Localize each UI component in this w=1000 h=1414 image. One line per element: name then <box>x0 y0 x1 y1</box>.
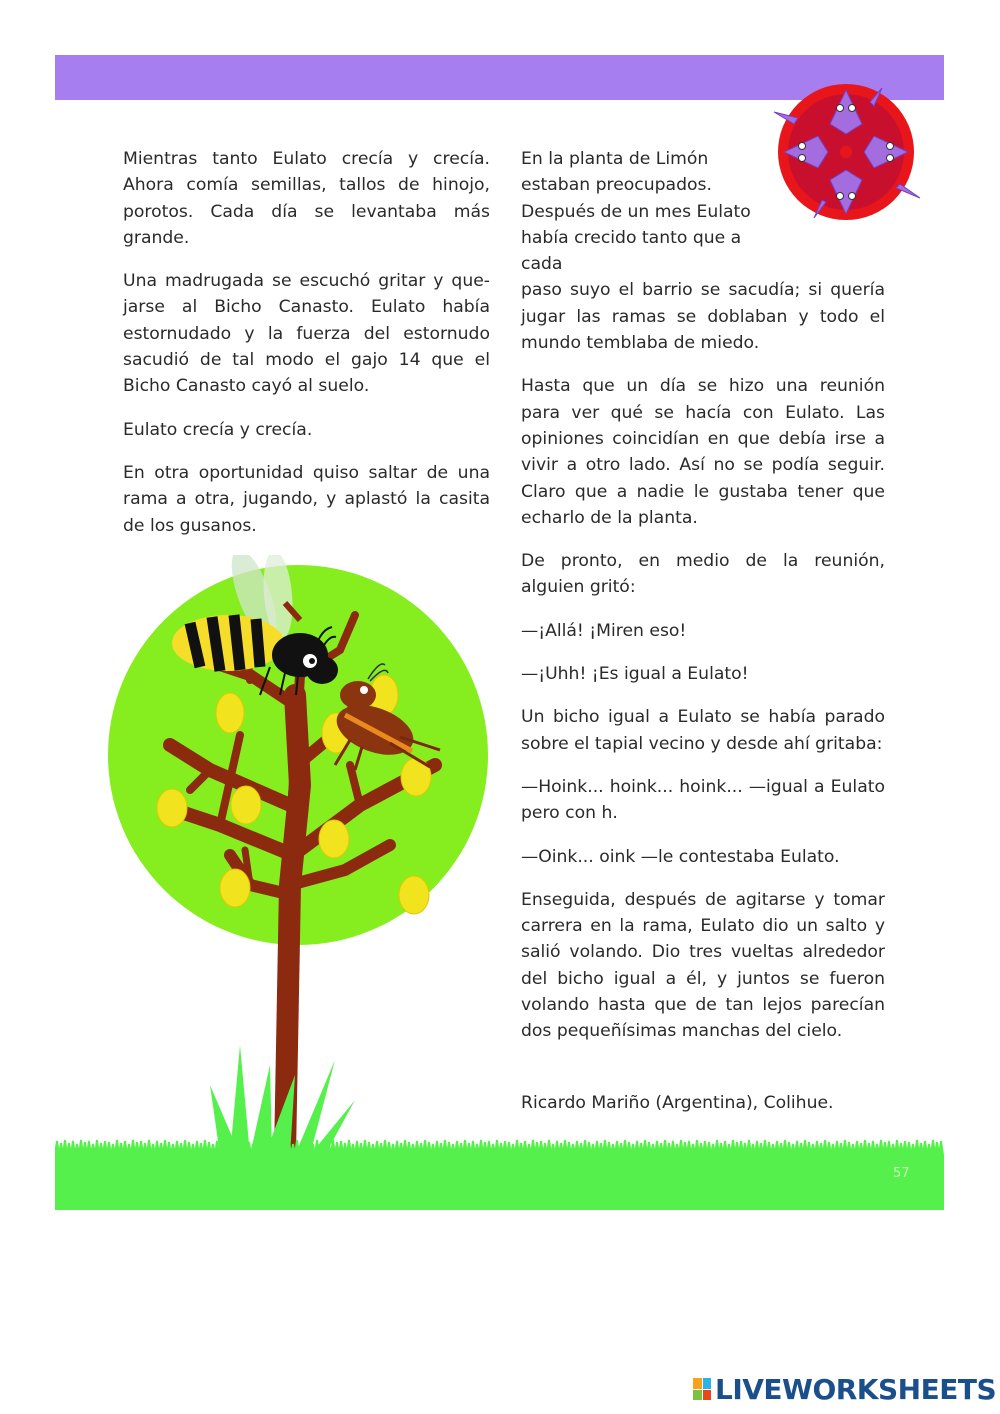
dialogue-line: —Hoink... hoink... hoink... —igual a Eulato pero con h. <box>521 776 885 824</box>
dialogue-line: —¡Uhh! ¡Es igual a Eulato! <box>521 664 749 685</box>
intro-line: estaban preocupados. <box>521 175 712 196</box>
dialogue-line: —¡Allá! ¡Miren eso! <box>521 620 687 641</box>
paragraph: Hasta que un día se hizo una reunión para ver qué se hacía con Eulato. Las opiniones coincidían en que debía irse a vivir a otro lado. Así no se podía seguir. Claro que a nadie le gustaba tener que echarlo de la planta. <box>521 376 885 528</box>
intro-line: Después de un mes Eulato <box>521 201 751 222</box>
liveworksheets-logo[interactable] <box>693 1374 996 1404</box>
paragraph: Mientras tanto Eulato crecía y crecía. Ahora comía semillas, tallos de hinojo, porotos. Cada día se levantaba más grande. <box>123 149 490 248</box>
lemon-tree-illustration <box>100 555 500 1175</box>
brand-name: LIVEWORKSHEETS <box>715 1372 997 1406</box>
paragraph: paso suyo el barrio se sacudía; si quería jugar las ramas se doblaban y todo el mundo temblaba de miedo. <box>521 280 885 354</box>
right-text-column <box>521 146 885 1133</box>
page-number: 57 <box>893 1166 910 1181</box>
intro-line: En la planta de Limón <box>521 149 709 169</box>
paragraph: En otra oportunidad quiso saltar de una rama a otra, jugando, y aplastó la casita de los gusanos. <box>123 462 490 536</box>
paragraph: Enseguida, después de agitarse y tomar carrera en la rama, Eulato dio un salto y salió volando. Dio tres vueltas alrededor del bicho igual a él, y juntos se fueron volando hasta que de tan lejos parecían dos pequeñísimas manchas del cielo. <box>521 889 885 1042</box>
brand-mark-icon <box>693 1378 711 1400</box>
paragraph: Una madrugada se escuchó gritar y que-jarse al Bicho Canasto. Eulato había estornudado y la fuerza del estornudo sacudió de tal modo el gajo 14 que el Bicho Canasto cayó al suelo. <box>123 271 490 397</box>
dialogue-line: —Oink... oink —le contestaba Eulato. <box>521 846 840 867</box>
grass-ground-band <box>55 1135 944 1210</box>
paragraph: De pronto, en medio de la reunión, alguien gritó: <box>521 551 885 598</box>
author-credit: Ricardo Mariño (Argentina), Colihue. <box>521 1092 834 1113</box>
left-text-column <box>123 146 490 556</box>
paragraph: Eulato crecía y crecía. <box>123 419 313 440</box>
intro-line: había crecido tanto que a cada <box>521 227 742 275</box>
paragraph: Un bicho igual a Eulato se había parado sobre el tapial vecino y desde ahí gritaba: <box>521 707 885 754</box>
